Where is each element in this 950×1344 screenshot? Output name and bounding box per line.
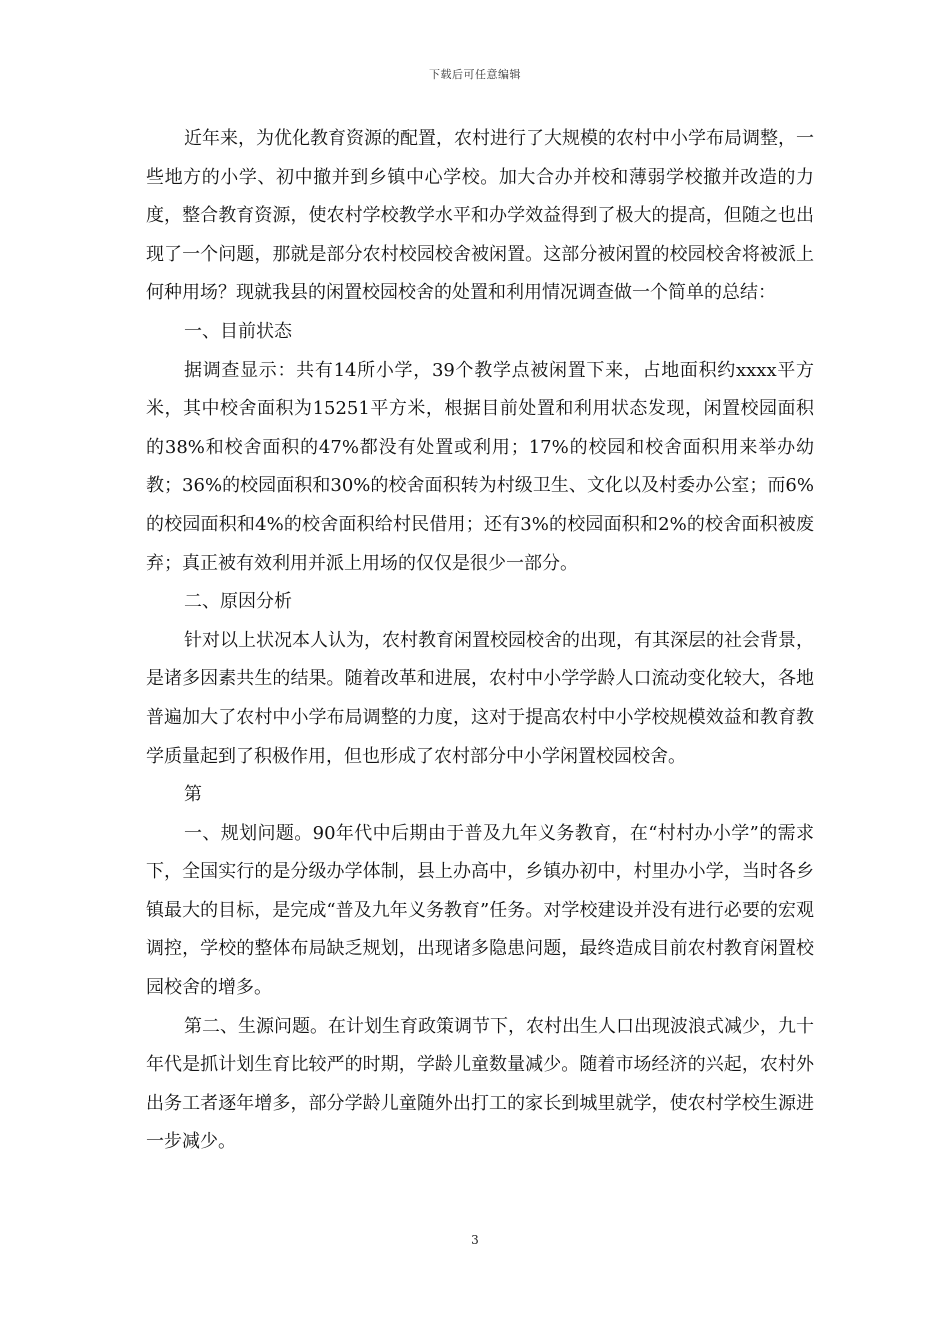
analysis-paragraph: 针对以上状况本人认为，农村教育闲置校园校舍的出现，有其深层的社会背景，是诸多因素共生的结果。随着改革和进展，农村中小学学龄人口流动变化较大，各地普遍加大了农村中小学布局调整的力度，这对于提高农村中小学校规模效益和教育教学质量起到了积极作用，但也形成了农村部分中小学闲置校园校舍。 bbox=[146, 629, 814, 767]
document-body bbox=[146, 120, 814, 1162]
section-heading-cause-analysis: 二、原因分析 bbox=[184, 591, 292, 613]
status-paragraph: 据调查显示：共有14所小学，39个教学点被闲置下来，占地面积约xxxx平方米，其中校舍面积为15251平方米，根据目前处置和利用状态发现，闲置校园面积的38%和校舍面积的47%都没有处置或利用；17%的校园和校舍面积用来举办幼教；36%的校园面积和30%的校舍面积转为村级卫生、文化以及村委办公室；而6%的校园面积和4%的校舍面积给村民借用；还有3%的校园面积和2%的校舍面积被废弃；真正被有效利用并派上用场的仅仅是很少一部分。 bbox=[146, 359, 814, 574]
page-number: 3 bbox=[471, 1233, 479, 1247]
planning-paragraph: 一、规划问题。90年代中后期由于普及九年义务教育，在“村村办小学”的需求下，全国实行的是分级办学体制，县上办高中，乡镇办初中，村里办小学，当时各乡镇最大的目标，是完成“普及九年义务教育”任务。对学校建设并没有进行必要的宏观调控，学校的整体布局缺乏规划，出现诸多隐患问题，最终造成目前农村教育闲置校园校舍的增多。 bbox=[146, 822, 814, 999]
fragment-line: 第 bbox=[184, 784, 202, 806]
page-header: 下载后可任意编辑 bbox=[429, 68, 521, 81]
student-source-paragraph: 第二、生源问题。在计划生育政策调节下，农村出生人口出现波浪式减少，九十年代是抓计划生育比较严的时期，学龄儿童数量减少。随着市场经济的兴起，农村外出务工者逐年增多，部分学龄儿童随外出打工的家长到城里就学，使农村学校生源进一步减少。 bbox=[146, 1015, 814, 1153]
intro-paragraph: 近年来，为优化教育资源的配置，农村进行了大规模的农村中小学布局调整，一些地方的小学、初中撤并到乡镇中心学校。加大合办并校和薄弱学校撤并改造的力度，整合教育资源，使农村学校教学水平和办学效益得到了极大的提高，但随之也出现了一个问题，那就是部分农村校园校舍被闲置。这部分被闲置的校园校舍将被派上何种用场？现就我县的闲置校园校舍的处置和利用情况调查做一个简单的总结： bbox=[146, 128, 814, 304]
section-heading-current-status: 一、目前状态 bbox=[184, 320, 292, 342]
